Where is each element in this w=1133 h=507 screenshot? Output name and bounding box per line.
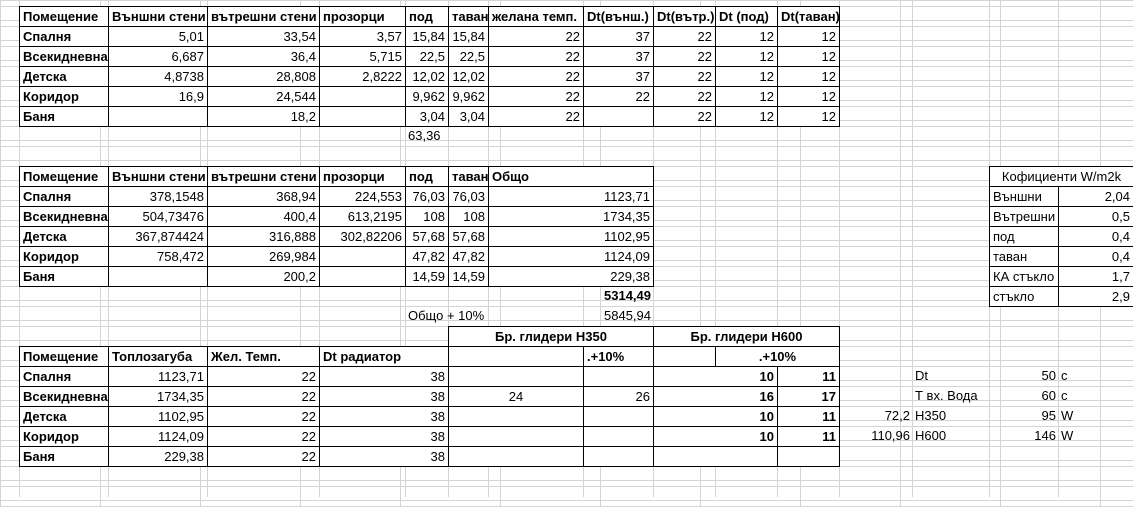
table3-value-cell[interactable] [583, 406, 654, 427]
table2-header-cell[interactable]: Външни стени [108, 166, 208, 187]
table1-header-cell[interactable]: Dt(таван) [777, 6, 840, 27]
table3-value-cell[interactable] [583, 446, 654, 467]
table2-value-cell[interactable]: 57,68 [405, 226, 449, 247]
table3-header-cell[interactable]: Dt радиатор [319, 346, 449, 367]
table1-room-cell[interactable]: Спалня [19, 26, 109, 47]
table1-value-cell[interactable]: 12 [715, 106, 778, 127]
table3-value-cell[interactable]: 22 [207, 366, 320, 387]
coefficients-title[interactable]: Кофициенти W/m2k [989, 166, 1133, 187]
table1-value-cell[interactable]: 22,5 [405, 46, 449, 67]
table2-header-cell[interactable]: вътрешни стени [207, 166, 320, 187]
param-extra-value[interactable]: 72,2 [884, 408, 910, 423]
table1-header-cell[interactable]: под [405, 6, 449, 27]
table2-value-cell[interactable]: 76,03 [405, 186, 449, 207]
table1-value-cell[interactable]: 15,84 [448, 26, 489, 47]
table1-header-cell[interactable]: таван [448, 6, 489, 27]
param-value[interactable]: 60 [1041, 388, 1056, 403]
table3-value-cell[interactable]: 1734,35 [108, 386, 208, 407]
table3-value-cell[interactable]: 38 [319, 426, 449, 447]
table2-header-cell[interactable]: Общо [488, 166, 654, 187]
table1-header-cell[interactable]: Dt (под) [715, 6, 778, 27]
param-extra-value[interactable] [839, 386, 913, 407]
table1-value-cell[interactable]: 22,5 [448, 46, 489, 67]
coefficient-label[interactable]: под [989, 226, 1059, 247]
table1-header-cell[interactable]: Външни стени [108, 6, 208, 27]
table2-value-cell[interactable]: 1734,35 [488, 206, 654, 227]
table2-value-cell[interactable]: 367,874424 [108, 226, 208, 247]
table3-value-cell[interactable]: 17 [777, 386, 840, 407]
table3-room-cell[interactable]: Спалня [19, 366, 109, 387]
table1-value-cell[interactable]: 28,808 [207, 66, 320, 87]
table1-value-cell[interactable]: 12 [715, 86, 778, 107]
table1-value-cell[interactable]: 36,4 [207, 46, 320, 67]
table2-value-cell[interactable]: 378,1548 [108, 186, 208, 207]
table3-room-cell[interactable]: Всекидневна [19, 386, 109, 407]
table3-value-cell[interactable]: 24 [448, 386, 584, 407]
table2-value-cell[interactable] [319, 246, 406, 267]
coefficient-value[interactable]: 0,5 [1058, 206, 1133, 227]
table3-room-cell[interactable]: Детска [19, 406, 109, 427]
table1-value-cell[interactable]: 22 [488, 106, 584, 127]
table1-value-cell[interactable]: 37 [583, 66, 654, 87]
table2-value-cell[interactable]: 57,68 [448, 226, 489, 247]
table1-value-cell[interactable]: 12,02 [448, 66, 489, 87]
table3-value-cell[interactable]: 22 [207, 386, 320, 407]
table1-header-cell[interactable]: Dt(външ.) [583, 6, 654, 27]
table2-header-cell[interactable]: под [405, 166, 449, 187]
table2-value-cell[interactable]: 1124,09 [488, 246, 654, 267]
table2-total-plus-label[interactable]: Общо + 10% [408, 308, 485, 323]
table1-room-cell[interactable]: Баня [19, 106, 109, 127]
table3-value-cell[interactable]: 1124,09 [108, 426, 208, 447]
param-label[interactable]: Dt [915, 368, 928, 383]
coefficient-label[interactable]: КА стъкло [989, 266, 1059, 287]
grid-row-line [0, 146, 1133, 147]
table2-value-cell[interactable]: 316,888 [207, 226, 320, 247]
table3-value-cell[interactable]: 38 [319, 366, 449, 387]
table1-value-cell[interactable]: 22 [583, 86, 654, 107]
table3-value-cell[interactable] [583, 426, 654, 447]
table3-plus10-h600[interactable]: .+10% [715, 346, 840, 367]
table1-value-cell[interactable]: 3,57 [319, 26, 406, 47]
table3-value-cell[interactable]: 22 [207, 406, 320, 427]
grid-column-line [0, 0, 1, 497]
table2-value-cell[interactable]: 76,03 [448, 186, 489, 207]
table3-value-cell[interactable]: 1123,71 [108, 366, 208, 387]
table1-value-cell[interactable]: 33,54 [207, 26, 320, 47]
table2-room-cell[interactable]: Всекидневна [19, 206, 109, 227]
table1-header-cell[interactable]: Dt(вътр.) [653, 6, 716, 27]
table1-value-cell[interactable] [319, 86, 406, 107]
table3-value-cell[interactable]: 11 [777, 406, 840, 427]
table3-value-cell[interactable]: 10 [653, 406, 778, 427]
coefficient-value[interactable]: 2,04 [1058, 186, 1133, 207]
table3-plus10-h350[interactable]: .+10% [583, 346, 654, 367]
param-label[interactable]: Т вх. Вода [915, 388, 978, 403]
table1-value-cell[interactable]: 5,01 [108, 26, 208, 47]
table1-sum-cell[interactable]: 63,36 [408, 128, 441, 143]
table1-value-cell[interactable]: 4,8738 [108, 66, 208, 87]
coefficient-value[interactable]: 2,9 [1058, 286, 1133, 307]
coefficient-label[interactable]: Външни [989, 186, 1059, 207]
table2-value-cell[interactable]: 613,2195 [319, 206, 406, 227]
table2-value-cell[interactable]: 108 [448, 206, 489, 227]
coefficient-value[interactable]: 0,4 [1058, 246, 1133, 267]
table2-room-cell[interactable]: Баня [19, 266, 109, 287]
coefficient-label[interactable]: Вътрешни [989, 206, 1059, 227]
table1-header-cell[interactable]: прозорци [319, 6, 406, 27]
table3-value-cell[interactable]: 38 [319, 386, 449, 407]
table1-value-cell[interactable]: 12 [715, 26, 778, 47]
table3-group-h350[interactable]: Бр. глидери Н350 [448, 326, 654, 347]
param-unit[interactable]: W [1061, 428, 1074, 443]
param-label[interactable]: Н600 [915, 428, 947, 443]
table1-value-cell[interactable]: 37 [583, 46, 654, 67]
table1-value-cell[interactable]: 15,84 [405, 26, 449, 47]
table1-value-cell[interactable]: 22 [653, 86, 716, 107]
table2-total-plus-value[interactable]: 5845,94 [604, 308, 651, 323]
table1-header-cell[interactable]: вътрешни стени [207, 6, 320, 27]
table3-value-cell[interactable]: 22 [207, 426, 320, 447]
table1-value-cell[interactable]: 9,962 [405, 86, 449, 107]
table2-value-cell[interactable]: 224,553 [319, 186, 406, 207]
table2-value-cell[interactable]: 47,82 [448, 246, 489, 267]
coefficient-value[interactable]: 1,7 [1058, 266, 1133, 287]
table1-value-cell[interactable] [583, 106, 654, 127]
table1-value-cell[interactable]: 12 [777, 26, 840, 47]
table3-header-cell[interactable]: Топлозагуба [108, 346, 208, 367]
table1-value-cell[interactable]: 22 [488, 26, 584, 47]
table1-header-cell[interactable]: Помещение [19, 6, 109, 27]
table1-value-cell[interactable] [108, 106, 208, 127]
param-value[interactable]: 95 [1041, 408, 1056, 423]
param-extra-value[interactable] [839, 366, 913, 387]
table3-value-cell[interactable]: 10 [653, 366, 778, 387]
table1-value-cell[interactable] [319, 106, 406, 127]
table1-header-cell[interactable]: желана темп. [488, 6, 584, 27]
table3-value-cell[interactable]: 38 [319, 446, 449, 467]
table1-value-cell[interactable]: 3,04 [448, 106, 489, 127]
table2-header-cell[interactable]: таван [448, 166, 489, 187]
table1-value-cell[interactable]: 12 [777, 66, 840, 87]
table1-value-cell[interactable]: 9,962 [448, 86, 489, 107]
table1-value-cell[interactable]: 18,2 [207, 106, 320, 127]
table1-value-cell[interactable]: 16,9 [108, 86, 208, 107]
table1-value-cell[interactable]: 5,715 [319, 46, 406, 67]
table1-value-cell[interactable]: 12 [777, 86, 840, 107]
table3-value-cell[interactable] [583, 366, 654, 387]
table3-value-cell[interactable]: 38 [319, 406, 449, 427]
param-unit[interactable]: W [1061, 408, 1074, 423]
table1-value-cell[interactable]: 22 [488, 66, 584, 87]
table1-room-cell[interactable]: Коридор [19, 86, 109, 107]
table1-value-cell[interactable]: 22 [653, 26, 716, 47]
table3-value-cell[interactable] [448, 406, 584, 427]
table2-room-cell[interactable]: Коридор [19, 246, 109, 267]
table1-value-cell[interactable]: 2,8222 [319, 66, 406, 87]
table2-value-cell[interactable]: 14,59 [405, 266, 449, 287]
param-extra-value[interactable]: 110,96 [871, 428, 910, 443]
table3-value-cell[interactable] [448, 446, 584, 467]
table3-room-cell[interactable]: Баня [19, 446, 109, 467]
table3-value-cell[interactable] [653, 446, 778, 467]
param-label[interactable]: Н350 [915, 408, 947, 423]
table3-value-cell[interactable] [777, 446, 840, 467]
table1-value-cell[interactable]: 22 [488, 46, 584, 67]
table2-value-cell[interactable]: 400,4 [207, 206, 320, 227]
table2-total-cell[interactable]: 5314,49 [604, 288, 651, 303]
param-value[interactable]: 146 [1034, 428, 1056, 443]
param-unit[interactable]: c [1061, 368, 1068, 383]
table3-value-cell[interactable] [448, 366, 584, 387]
table2-value-cell[interactable] [319, 266, 406, 287]
table1-value-cell[interactable]: 22 [653, 66, 716, 87]
coefficient-label[interactable]: таван [989, 246, 1059, 267]
table3-empty-cell[interactable] [653, 346, 716, 367]
table3-value-cell[interactable]: 1102,95 [108, 406, 208, 427]
table2-value-cell[interactable]: 1123,71 [488, 186, 654, 207]
table2-value-cell[interactable]: 108 [405, 206, 449, 227]
table1-value-cell[interactable]: 24,544 [207, 86, 320, 107]
table2-value-cell[interactable]: 504,73476 [108, 206, 208, 227]
table1-value-cell[interactable]: 12 [777, 46, 840, 67]
table1-value-cell[interactable]: 12 [715, 46, 778, 67]
table2-value-cell[interactable]: 14,59 [448, 266, 489, 287]
table3-value-cell[interactable]: 22 [207, 446, 320, 467]
table2-header-cell[interactable]: Помещение [19, 166, 109, 187]
table1-value-cell[interactable]: 22 [653, 46, 716, 67]
table3-header-cell[interactable]: Помещение [19, 346, 109, 367]
table1-room-cell[interactable]: Всекидневна [19, 46, 109, 67]
table3-value-cell[interactable]: 26 [583, 386, 654, 407]
table3-value-cell[interactable]: 11 [777, 426, 840, 447]
param-value[interactable]: 50 [1041, 368, 1056, 383]
table1-value-cell[interactable]: 37 [583, 26, 654, 47]
table2-value-cell[interactable]: 47,82 [405, 246, 449, 267]
coefficient-value[interactable]: 0,4 [1058, 226, 1133, 247]
table1-value-cell[interactable]: 12 [715, 66, 778, 87]
table3-empty-cell[interactable] [448, 346, 584, 367]
table1-value-cell[interactable]: 22 [488, 86, 584, 107]
table2-value-cell[interactable]: 758,472 [108, 246, 208, 267]
table2-room-cell[interactable]: Детска [19, 226, 109, 247]
param-unit[interactable]: c [1061, 388, 1068, 403]
table2-header-cell[interactable]: прозорци [319, 166, 406, 187]
table2-room-cell[interactable]: Спалня [19, 186, 109, 207]
table3-value-cell[interactable]: 229,38 [108, 446, 208, 467]
table2-value-cell[interactable]: 200,2 [207, 266, 320, 287]
table1-room-cell[interactable]: Детска [19, 66, 109, 87]
table1-value-cell[interactable]: 12,02 [405, 66, 449, 87]
grid-row-line [0, 486, 1133, 487]
table1-value-cell[interactable]: 6,687 [108, 46, 208, 67]
table2-value-cell[interactable] [108, 266, 208, 287]
table1-value-cell[interactable]: 3,04 [405, 106, 449, 127]
table2-value-cell[interactable]: 368,94 [207, 186, 320, 207]
table2-value-cell[interactable]: 302,82206 [319, 226, 406, 247]
table3-group-h600[interactable]: Бр. глидери Н600 [653, 326, 840, 347]
table3-value-cell[interactable]: 11 [777, 366, 840, 387]
table1-value-cell[interactable]: 22 [653, 106, 716, 127]
table1-value-cell[interactable]: 12 [777, 106, 840, 127]
table2-value-cell[interactable]: 269,984 [207, 246, 320, 267]
table2-value-cell[interactable]: 229,38 [488, 266, 654, 287]
table3-value-cell[interactable]: 10 [653, 426, 778, 447]
table3-value-cell[interactable]: 16 [653, 386, 778, 407]
table2-value-cell[interactable]: 1102,95 [488, 226, 654, 247]
table3-room-cell[interactable]: Коридор [19, 426, 109, 447]
table3-value-cell[interactable] [448, 426, 584, 447]
coefficient-label[interactable]: стъкло [989, 286, 1059, 307]
table3-header-cell[interactable]: Жел. Темп. [207, 346, 320, 367]
